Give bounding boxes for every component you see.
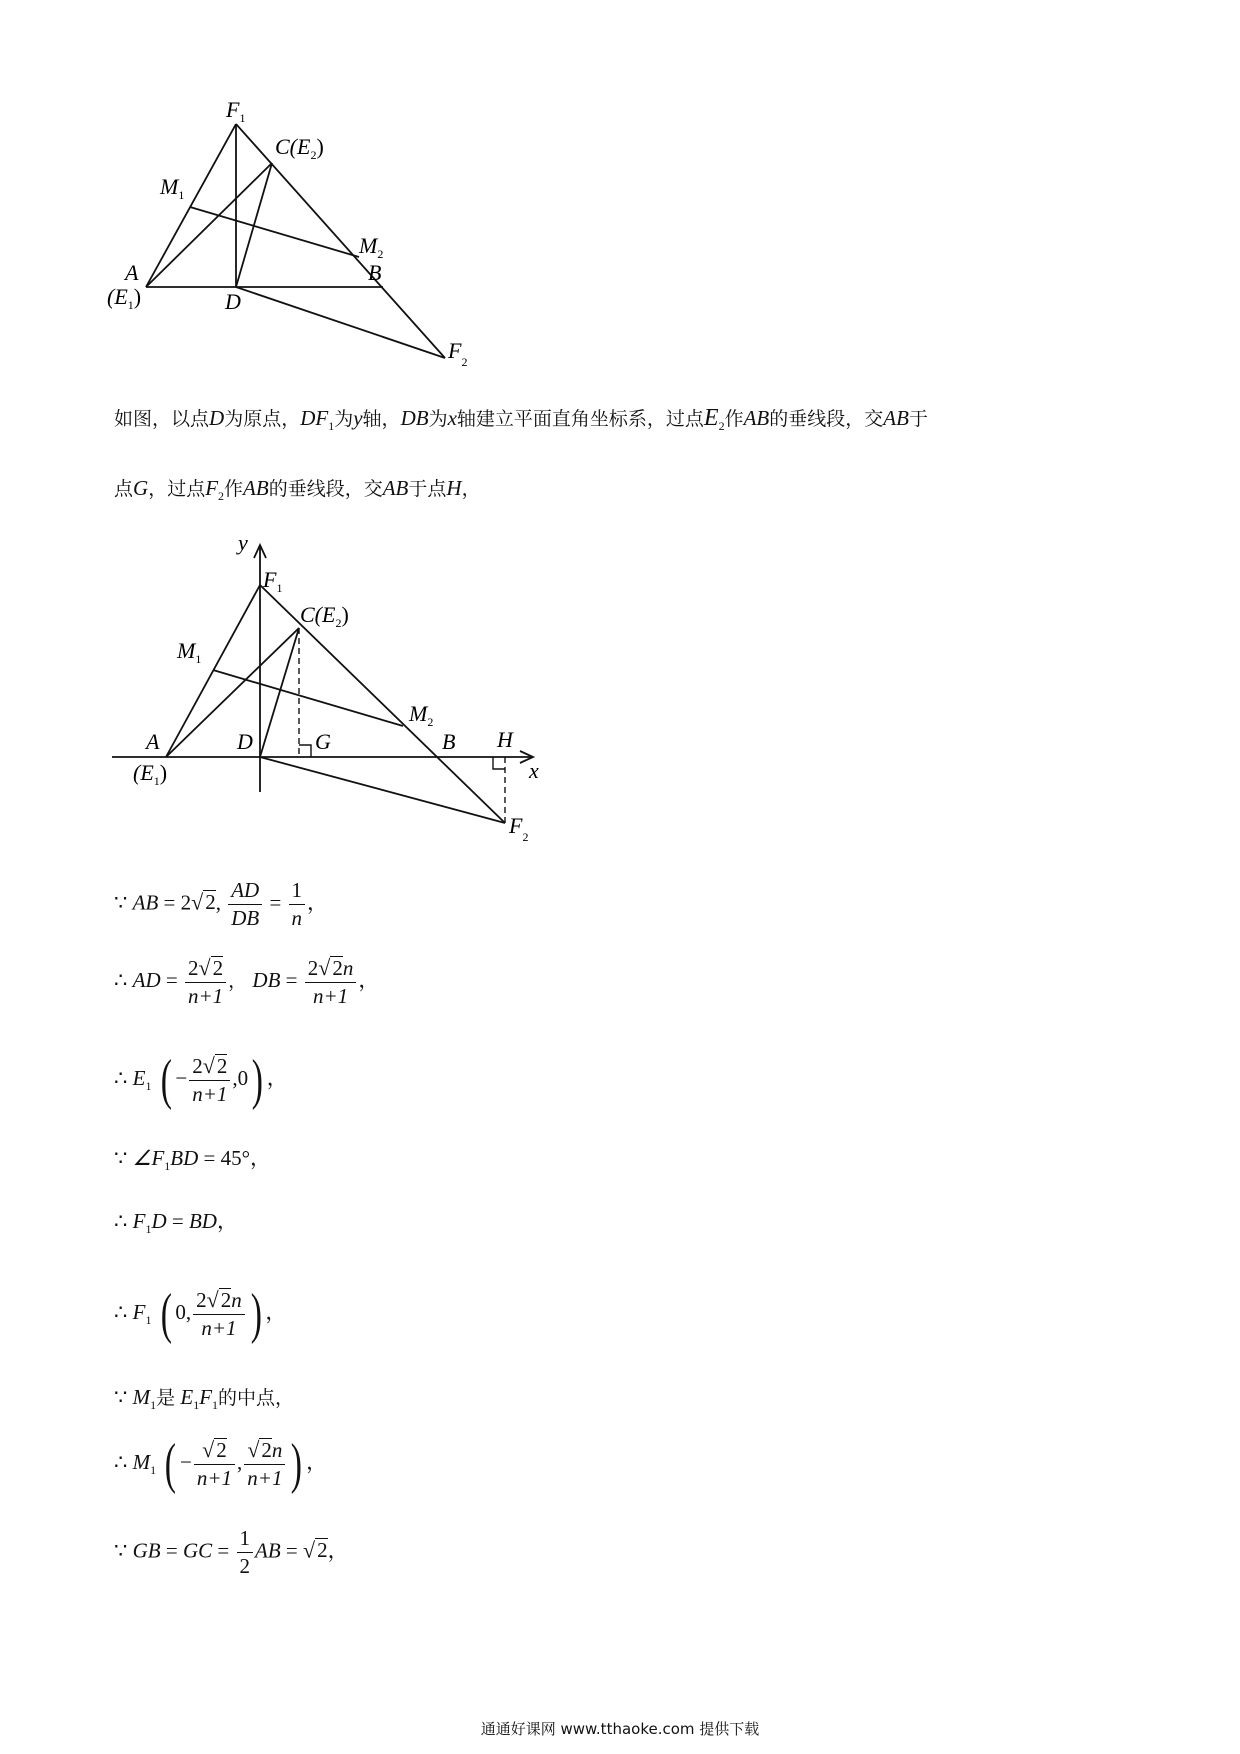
segment-a-f1 [146, 124, 236, 287]
label-m1: $M_1$ [160, 174, 185, 202]
text: 为原点， [224, 408, 301, 430]
left-paren: ( [160, 1049, 172, 1111]
text: 的垂线段，交 [769, 408, 884, 430]
therefore-symbol: ∴ [114, 1449, 128, 1474]
equals: = [217, 1538, 230, 1563]
label-a: A [125, 260, 139, 285]
label-m2: $M_2$ [359, 233, 384, 261]
math-ab: AB [255, 1538, 281, 1563]
label-g: G [315, 729, 331, 754]
derivation-line-7 [114, 1383, 294, 1413]
sqrt-sign: √ [318, 955, 331, 980]
comma: ， [266, 1065, 288, 1090]
math-g: G [133, 476, 149, 500]
label-y: y [238, 530, 248, 555]
text: 于点 [408, 478, 447, 500]
denominator: n+1 [312, 984, 349, 1008]
math-ab: AB [243, 476, 269, 500]
subscript: 1 [193, 1398, 200, 1413]
denominator: 2 [239, 1554, 250, 1578]
fraction-m1-y [244, 1437, 285, 1491]
point-m1: M [132, 1449, 151, 1474]
math-bd: BD [188, 1209, 217, 1233]
text: 如图，以点 [114, 408, 210, 430]
equals: = [285, 1538, 298, 1563]
label-d: D [237, 729, 253, 754]
label-h: H [497, 727, 513, 752]
denominator: n [291, 906, 303, 930]
segment-d-f2 [260, 757, 505, 823]
comma: , [215, 890, 221, 915]
coefficient: 2 [188, 956, 199, 980]
subscript: 1 [145, 1079, 152, 1093]
fraction-1-n [289, 878, 306, 931]
coordinate-x: 0, [175, 1299, 192, 1324]
math-gc: GC [182, 1538, 213, 1563]
equals: = [285, 967, 298, 992]
math-d: D [151, 1209, 167, 1233]
math-ad: AD [132, 967, 161, 992]
segment-f1-f2 [260, 585, 505, 823]
variable-n: n [231, 1288, 242, 1312]
point-f1: F [132, 1299, 146, 1324]
denominator: n+1 [192, 1082, 228, 1106]
therefore-symbol: ∴ [114, 1299, 128, 1324]
equals: = [269, 890, 282, 915]
denominator: n+1 [201, 1316, 237, 1340]
left-paren: ( [160, 1283, 172, 1345]
comma: ， [216, 1209, 238, 1233]
comma: ， [265, 1299, 287, 1324]
radicand: 2 [332, 956, 343, 980]
equals: = [171, 1209, 184, 1233]
radicand: 2 [216, 1054, 228, 1078]
text: 点 [114, 478, 134, 500]
derivation-line-1 [114, 878, 328, 931]
text: 是 [156, 1387, 176, 1409]
math-db: DB [252, 967, 281, 992]
math-ab: AB [382, 476, 409, 500]
fraction-f1-y [193, 1287, 245, 1341]
angle-value: 45° [220, 1146, 251, 1170]
subscript: 1 [164, 1159, 171, 1174]
math-y: y [353, 406, 363, 430]
subscript: 1 [150, 1463, 157, 1477]
label-b: B [442, 729, 456, 754]
subscript: 1 [150, 1398, 157, 1413]
equals: = [165, 1538, 178, 1563]
therefore-symbol: ∴ [114, 1209, 128, 1233]
math-gb: GB [132, 1538, 161, 1563]
text: ， [461, 478, 481, 500]
subscript: 1 [145, 1222, 152, 1237]
denominator: DB [231, 906, 260, 930]
numerator: 1 [237, 1526, 254, 1553]
coordinate-y: ,0 [232, 1065, 249, 1090]
sqrt-sign: √ [202, 1053, 215, 1078]
label-d: D [225, 289, 241, 314]
segment-m1-m2 [213, 670, 403, 726]
derivation-line-9 [114, 1526, 349, 1579]
comma: , [237, 1449, 243, 1474]
subscript: 2 [718, 419, 725, 434]
subscript: 2 [218, 489, 225, 504]
right-paren: ) [250, 1283, 262, 1345]
minus: − [175, 1065, 188, 1090]
fraction-ad-value [185, 955, 226, 1009]
label-f2: $F_2$ [448, 338, 468, 369]
text: 的垂线段，交 [268, 478, 383, 500]
coefficient: 2 [196, 1288, 207, 1312]
because-symbol: ∵ [114, 1385, 128, 1409]
math-d: D [209, 406, 225, 430]
sqrt-sign: √ [191, 889, 204, 915]
left-paren: ( [165, 1433, 177, 1495]
text: 于 [908, 408, 928, 430]
therefore-symbol: ∴ [114, 1065, 128, 1090]
label-x: x [529, 758, 539, 783]
comma: ， [327, 1538, 349, 1563]
math-f2: F [205, 476, 219, 500]
text: 作 [224, 478, 244, 500]
figure-1 [100, 90, 520, 380]
text: 轴， [362, 408, 401, 430]
derivation-line-2 [114, 955, 379, 1009]
math-x: x [447, 406, 457, 430]
paragraph-line-2 [114, 474, 481, 504]
derivation-line-4 [114, 1142, 271, 1174]
variable-n: n [342, 956, 354, 980]
comma: ， [307, 890, 329, 915]
angle-tail: BD [170, 1146, 199, 1170]
right-paren: ) [291, 1433, 303, 1495]
numerator: 1 [289, 878, 306, 905]
right-paren: ) [251, 1049, 264, 1111]
radicand: 2 [317, 1538, 328, 1563]
label-c: $C(E_2)$ [300, 602, 349, 630]
coefficient: 2 [192, 1054, 203, 1078]
radicand: 2 [220, 1288, 232, 1312]
label-f1: $F_1$ [226, 97, 246, 125]
sqrt-sign: √ [198, 955, 211, 980]
fraction-m1-x [194, 1437, 235, 1491]
fraction-one-half [237, 1526, 254, 1579]
derivation-line-8 [114, 1432, 327, 1496]
text: 作 [724, 408, 744, 430]
text: 轴建立平面直角坐标系，过点 [456, 408, 704, 430]
minus: − [180, 1449, 192, 1474]
fraction-db-value [305, 955, 357, 1009]
equals: = [203, 1146, 216, 1170]
subscript: 1 [328, 419, 335, 434]
footer-text: 通通好课网 www.tthaoke.com 提供下载 [480, 1720, 760, 1738]
paragraph-line-1 [114, 404, 928, 434]
point-m1: M [132, 1385, 151, 1409]
math-h: H [446, 476, 462, 500]
because-symbol: ∵ [114, 1146, 128, 1170]
label-e1: $(E_1)$ [107, 284, 142, 312]
radicand: 2 [212, 956, 224, 980]
sqrt-sign: √ [247, 1437, 260, 1462]
numerator: AD [228, 878, 262, 905]
text: ，过点 [148, 478, 206, 500]
math-e2: E [703, 405, 719, 431]
denominator: n+1 [196, 1466, 233, 1490]
label-m2: $M_2$ [409, 701, 434, 729]
label-c: $C(E_2)$ [275, 134, 324, 162]
coefficient: 2 [180, 890, 192, 915]
fraction-ad-db [228, 878, 262, 931]
because-symbol: ∵ [114, 890, 128, 915]
label-m1: $M_1$ [177, 638, 202, 666]
comma: ， [358, 967, 380, 992]
right-angle-mark-g [299, 745, 311, 757]
figure-2 [100, 530, 560, 860]
angle: ∠F [132, 1146, 165, 1170]
therefore-symbol: ∴ [114, 967, 128, 992]
math-ab: AB [743, 406, 770, 430]
denominator: n+1 [187, 984, 224, 1008]
subscript: 1 [145, 1313, 152, 1327]
math-f1: F [199, 1385, 213, 1409]
sqrt-sign: √ [206, 1287, 219, 1312]
denominator: n+1 [247, 1466, 283, 1490]
sqrt-sign: √ [202, 1437, 215, 1462]
text: 为 [428, 408, 448, 430]
subscript: 1 [212, 1398, 219, 1413]
equals: = [163, 890, 176, 915]
math-ab: AB [883, 406, 909, 430]
math-f1: F [132, 1209, 146, 1233]
radicand: 2 [261, 1438, 272, 1462]
math-db: DB [400, 406, 429, 430]
variable-n: n [271, 1438, 283, 1462]
fraction-e1-x [189, 1053, 230, 1107]
because-symbol: ∵ [114, 1538, 128, 1563]
right-angle-mark-h [493, 757, 505, 769]
comma: ， [306, 1449, 328, 1474]
math-df1: DF [300, 406, 329, 430]
point-e1: E [132, 1065, 146, 1090]
text: 为 [334, 408, 354, 430]
label-b: B [368, 260, 382, 285]
comma: ， [250, 1146, 272, 1170]
math-e1: E [180, 1385, 194, 1409]
comma: ， [228, 969, 248, 992]
page-footer [0, 1718, 1240, 1739]
text: 的中点， [218, 1387, 295, 1409]
label-e1: $(E_1)$ [133, 760, 168, 788]
derivation-line-3 [114, 1048, 288, 1112]
derivation-line-5 [114, 1205, 238, 1237]
label-a: A [146, 729, 160, 754]
derivation-line-6 [114, 1282, 286, 1346]
label-f2: $F_2$ [509, 813, 529, 844]
label-f1: $F_1$ [263, 567, 283, 595]
radicand: 2 [216, 1438, 227, 1462]
sqrt-sign: √ [303, 1537, 316, 1563]
coefficient: 2 [307, 956, 319, 980]
equals: = [165, 967, 178, 992]
math-ab: AB [132, 890, 159, 915]
radicand: 2 [205, 890, 216, 915]
